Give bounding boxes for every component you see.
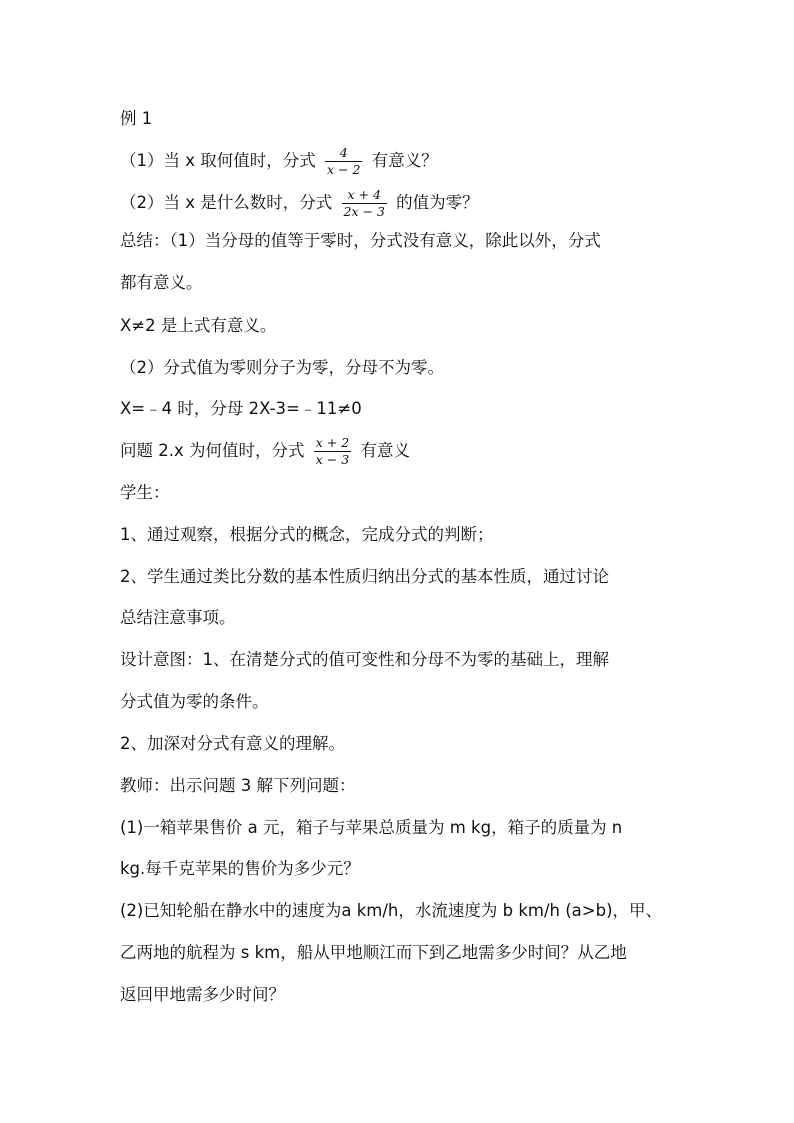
question-2-text: （2）当 x 是什么数时，分式 (120, 193, 333, 212)
summary-line-2: 都有意义。 (120, 273, 203, 292)
fraction-denominator: x − 3 (315, 452, 350, 467)
problem-2-suffix: 有意义 (360, 441, 410, 460)
students-item-2: 2、学生通过类比分数的基本性质归纳出分式的基本性质，通过讨论 (120, 567, 609, 586)
problem-3-1-cont: kg.每千克苹果的售价为多少元？ (120, 859, 360, 878)
question-2-suffix: 的值为零？ (396, 193, 479, 212)
problem-3-2-end: 返回甲地需多少时间？ (120, 985, 285, 1004)
fraction-4-over-x-minus-2 (325, 146, 362, 177)
fraction-x-plus-4-over-2x-minus-3 (342, 188, 387, 219)
students-item-1: 1、通过观察，根据分式的概念，完成分式的判断； (120, 525, 494, 544)
problem-2-text: 问题 2.x 为何值时，分式 (120, 441, 305, 460)
summary-point-2: （2）分式值为零则分子为零，分母不为零。 (120, 358, 444, 377)
question-1-line (120, 146, 438, 177)
fraction-denominator: 2x − 3 (343, 204, 385, 219)
students-item-2-cont: 总结注意事项。 (120, 608, 236, 627)
question-1-text: （1）当 x 取何值时，分式 (120, 151, 316, 170)
summary-calculation: X=﹣4 时，分母 2X-3=﹣11≠0 (120, 399, 362, 418)
students-heading: 学生： (120, 483, 170, 502)
summary-line-1: 总结：（1）当分母的值等于零时，分式没有意义，除此以外，分式 (120, 231, 601, 250)
problem-3-2-cont: 乙两地的航程为 s km，船从甲地顺江而下到乙地需多少时间？从乙地 (120, 943, 627, 962)
fraction-x-plus-2-over-x-minus-3 (314, 436, 351, 467)
summary-condition: X≠2 是上式有意义。 (120, 316, 277, 335)
fraction-numerator: 4 (325, 146, 362, 162)
fraction-denominator: x − 2 (327, 162, 361, 177)
problem-3-2: (2)已知轮船在静水中的速度为a km/h，水流速度为 b km/h (a>b)，甲、 (120, 901, 663, 920)
fraction-numerator: x + 2 (315, 435, 350, 450)
problem-3-1: (1)一箱苹果售价 a 元，箱子与苹果总质量为 m kg，箱子的质量为 n (120, 818, 623, 837)
fraction-numerator: x + 4 (342, 188, 387, 204)
teacher-heading: 教师：出示问题 3 解下列问题： (120, 776, 356, 795)
design-intent-2: 2、加深对分式有意义的理解。 (120, 734, 345, 753)
question-2-line (120, 188, 479, 219)
example-heading: 例 1 (120, 109, 153, 128)
question-1-suffix: 有意义？ (371, 151, 438, 170)
design-intent-1-cont: 分式值为零的条件。 (120, 692, 269, 711)
design-intent-1: 设计意图：1、在清楚分式的值可变性和分母不为零的基础上，理解 (120, 650, 609, 669)
problem-2-line (120, 436, 410, 467)
